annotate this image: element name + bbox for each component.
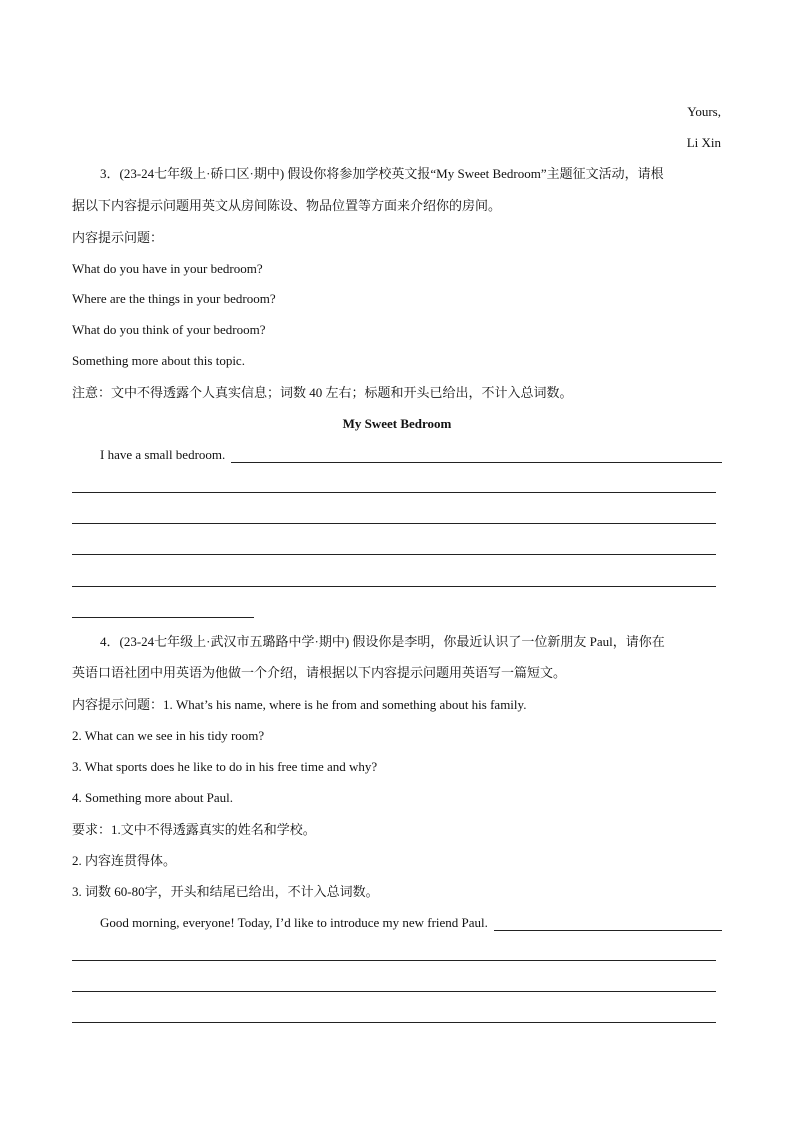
q4-writing-line[interactable] [72, 1022, 716, 1023]
q3-writing-line-short[interactable] [72, 617, 254, 618]
q3-answer-blank[interactable] [231, 450, 722, 463]
q4-question-1: 内容提示问题：1. What’s his name, where is he from and something about his family. [72, 697, 527, 712]
q4-writing-line[interactable] [72, 991, 716, 992]
q4-opening-sentence: Good morning, everyone! Today, I’d like to introduce my new friend Paul. [100, 915, 488, 930]
q3-writing-line[interactable] [72, 523, 716, 524]
q3-question-3: What do you think of your bedroom? [72, 322, 266, 337]
q3-question-2: Where are the things in your bedroom? [72, 291, 276, 306]
q3-question-4: Something more about this topic. [72, 353, 245, 368]
q3-writing-line[interactable] [72, 492, 716, 493]
q4-answer-blank[interactable] [494, 918, 722, 931]
q4-question-4: 4. Something more about Paul. [72, 790, 234, 805]
q3-writing-line-first[interactable] [100, 447, 722, 463]
q3-opening-sentence: I have a small bedroom. [100, 447, 226, 462]
closing-yours: Yours, [687, 104, 721, 119]
q4-question-2: 2. What can we see in his tidy room? [72, 728, 265, 743]
q4-requirement-3: 3. 词数 60-80字，开头和结尾已给出，不计入总词数。 [72, 884, 379, 899]
q3-prompt-line2: 据以下内容提示问题用英文从房间陈设、物品位置等方面来介绍你的房间。 [72, 198, 502, 213]
q3-essay-title: My Sweet Bedroom [342, 416, 452, 431]
q4-writing-line-first[interactable] [100, 915, 722, 931]
q4-question-3: 3. What sports does he like to do in his free time and why? [72, 759, 378, 774]
q4-writing-line[interactable] [72, 960, 716, 961]
q3-prompt-label: 内容提示问题： [72, 230, 164, 245]
q4-requirement-2: 2. 内容连贯得体。 [72, 853, 177, 868]
q4-prompt-line2: 英语口语社团中用英语为他做一个介绍，请根据以下内容提示问题用英语写一篇短文。 [72, 665, 567, 680]
q3-question-1: What do you have in your bedroom? [72, 261, 263, 276]
q3-prompt-line1: 3．(23-24七年级上·硚口区·期中) 假设你将参加学校英文报“My Sweet Bedroom”主题征文活动，请根 [100, 166, 664, 181]
q3-writing-line[interactable] [72, 586, 716, 587]
q3-note: 注意：文中不得透露个人真实信息；词数 40 左右；标题和开头已给出，不计入总词数。 [72, 385, 573, 400]
q4-prompt-line1: 4．(23-24七年级上·武汉市五璐路中学·期中) 假设你是李明，你最近认识了一位新朋友 Paul，请你在 [100, 634, 665, 649]
q3-writing-line[interactable] [72, 554, 716, 555]
q4-requirement-1: 要求：1.文中不得透露真实的姓名和学校。 [72, 822, 316, 837]
closing-name: Li Xin [686, 135, 721, 150]
